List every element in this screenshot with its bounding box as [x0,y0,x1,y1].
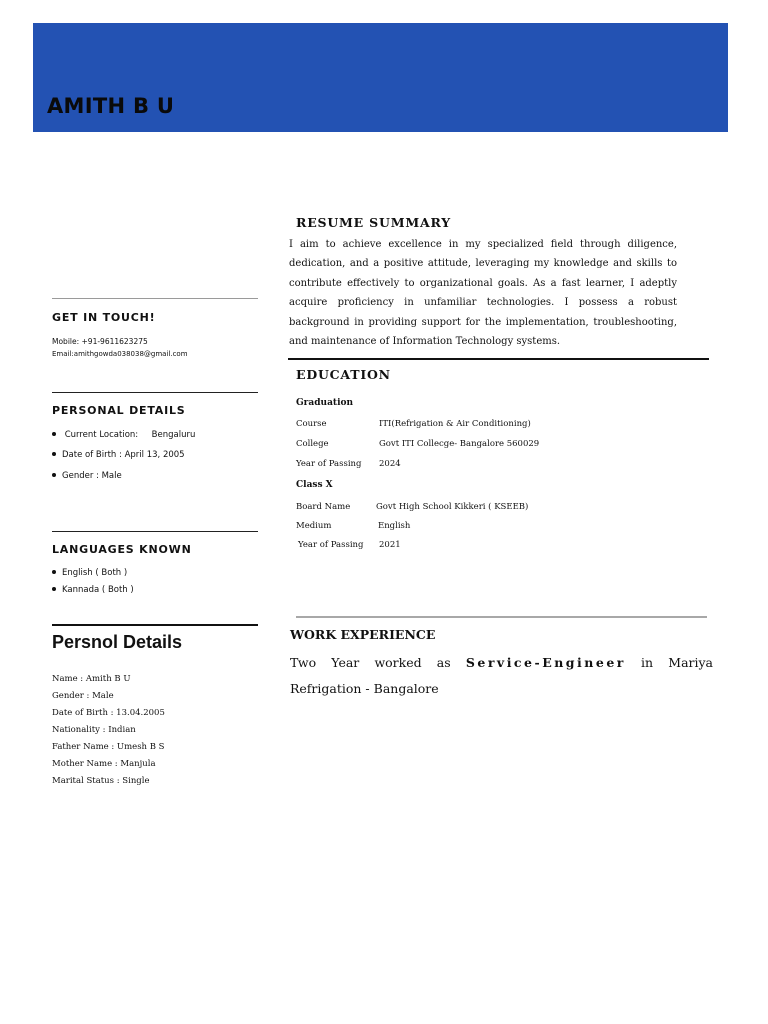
list-item: Kannada ( Both ) [52,585,134,595]
divider [288,358,709,360]
list-item [52,430,195,440]
detail-line: Mother Name : Manjula [52,759,156,769]
detail-line: Nationality : Indian [52,725,136,735]
board-value: Govt High School Kikkeri ( KSEEB) [376,502,529,512]
medium-value: English [378,521,411,531]
graduation-title: Graduation [296,398,354,408]
candidate-name: AMITH B U [47,94,175,118]
college-label: College [296,439,329,449]
grad-year-value: 2024 [379,459,401,469]
detail-line: Gender : Male [52,691,114,701]
divider [52,624,258,626]
grad-year-label: Year of Passing [296,459,362,469]
divider [296,616,707,618]
list-item: Date of Birth : April 13, 2005 [52,450,185,460]
course-label: Course [296,419,327,429]
contact-mobile: Mobile: +91-9611623275 [52,337,148,346]
persnol-details-heading: Persnol Details [52,632,183,652]
classx-title: Class X [296,480,333,490]
contact-email: Email:amithgowda038038@gmail.com [52,350,188,358]
detail-line: Father Name : Umesh B S [52,742,165,752]
summary-text: I aim to achieve excellence in my specialized field through diligence, dedication, and a positive attitude, leveraging my knowledge and skills to contribute effectively to organizational goals. As a fast learner, I adeptly acquire proficiency in unfamiliar technologies. I possess a robust background in providing support for the implementation, troubleshooting, and maintenance of Information Technology systems. [289,239,677,348]
location-label: Current Location: [64,430,139,440]
medium-label: Medium [296,521,332,531]
list-item: Gender : Male [52,471,122,481]
work-text-end: in Mariya Refrigation - Bangalore [290,655,714,696]
work-heading: WORK EXPERIENCE [290,627,436,642]
summary-heading: RESUME SUMMARY [296,215,451,230]
classx-year-value: 2021 [379,540,401,550]
detail-line: Name : Amith B U [52,674,131,684]
contact-heading: GET IN TOUCH! [52,311,156,324]
work-role: Service-Engineer [465,655,626,670]
location-value: Bengaluru [151,430,196,440]
college-value: Govt ITI Collecge- Bangalore 560029 [379,439,540,449]
divider [52,531,258,532]
personal-details-heading: PERSONAL DETAILS [52,404,186,417]
divider [52,392,258,393]
education-heading: EDUCATION [296,367,391,382]
detail-line: Marital Status : Single [52,776,150,786]
work-text-start: Two Year worked as [290,655,466,670]
list-item: English ( Both ) [52,568,127,578]
work-text [290,650,713,702]
detail-line: Date of Birth : 13.04.2005 [52,708,165,718]
course-value: ITI(Refrigation & Air Conditioning) [379,419,531,429]
divider [52,298,258,299]
languages-heading: LANGUAGES KNOWN [52,543,192,556]
classx-year-label: Year of Passing [298,540,364,550]
board-label: Board Name [296,502,351,512]
